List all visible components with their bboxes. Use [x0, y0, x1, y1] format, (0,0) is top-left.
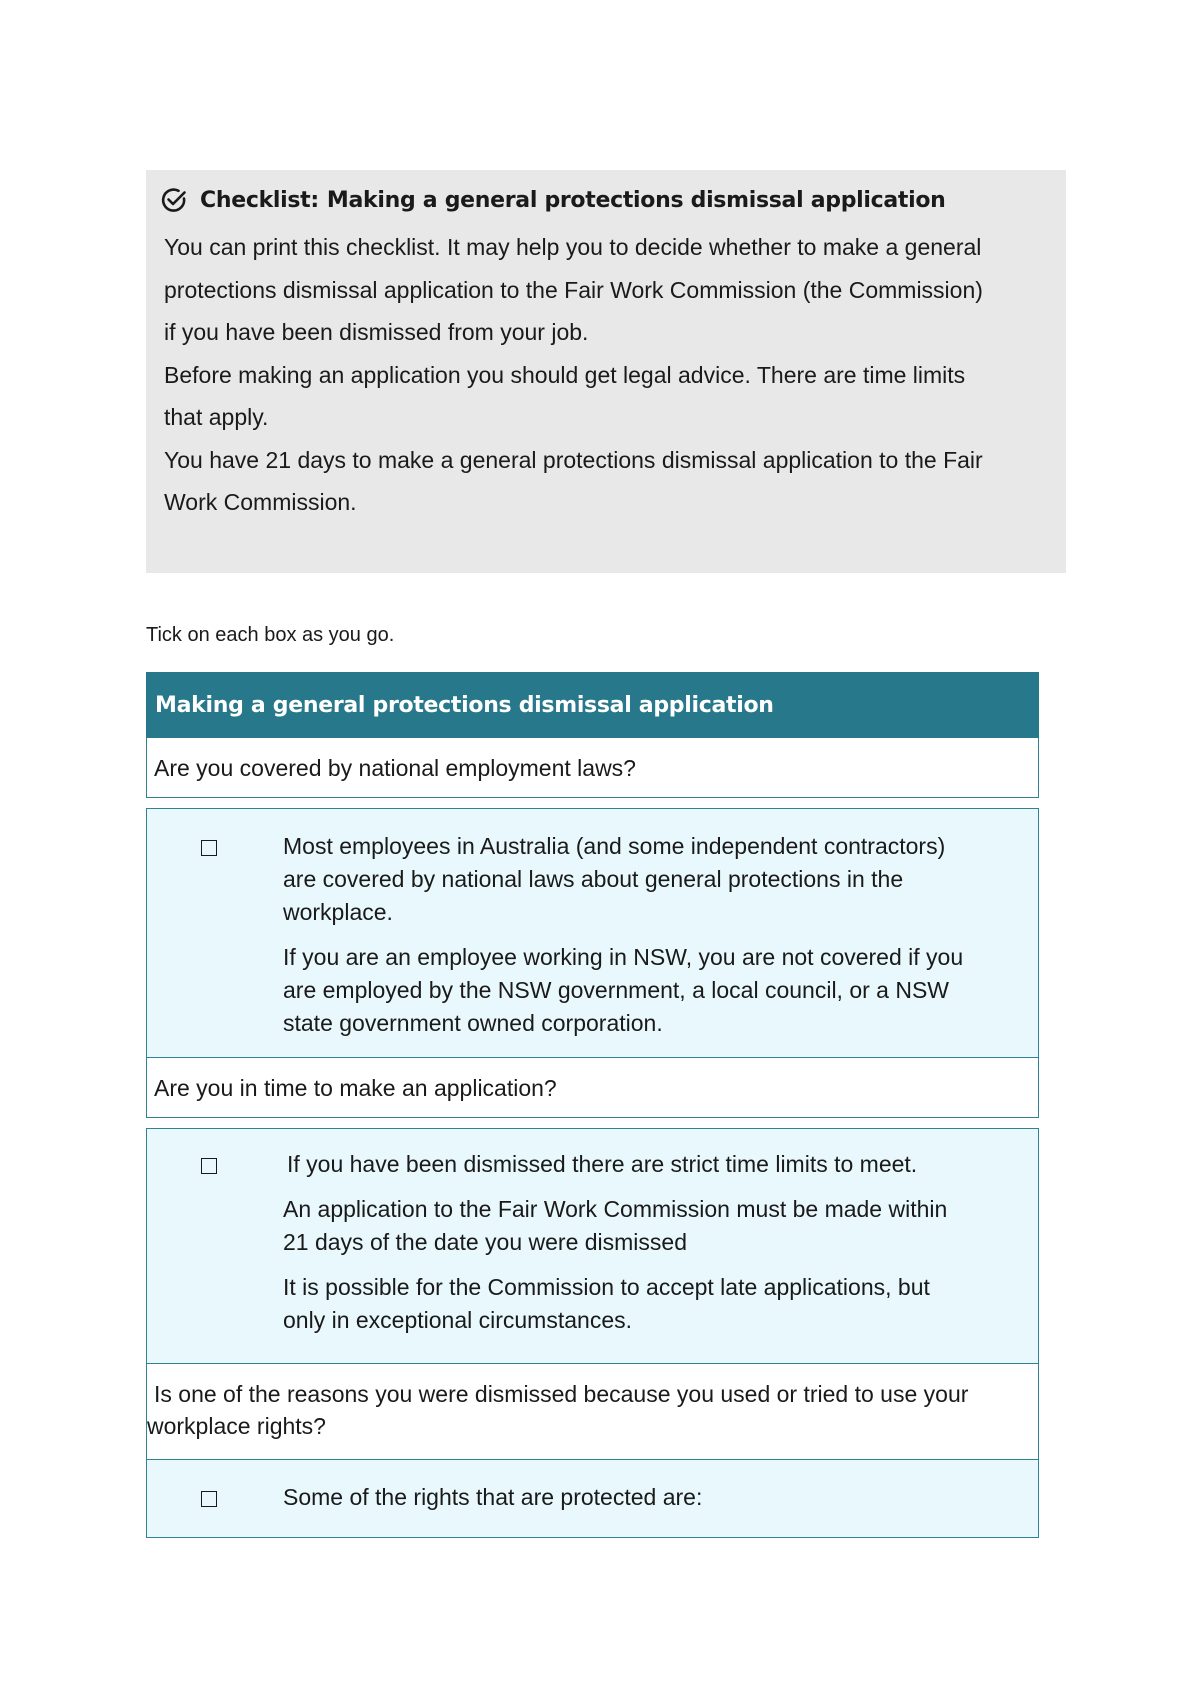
- question-row: [146, 738, 1039, 798]
- answer-text: [283, 830, 1014, 1040]
- answer-line: are covered by national laws about general protections in the: [283, 866, 904, 892]
- answer-row: [146, 808, 1039, 1058]
- tick-checkbox[interactable]: [201, 1491, 217, 1507]
- answer-text: [283, 1481, 1014, 1514]
- callout-line: protections dismissal application to the Fair Work Commission (the Commission): [164, 276, 983, 303]
- callout-title: [200, 188, 946, 213]
- question-text: Are you covered by national employment laws?: [154, 754, 636, 781]
- question-row: [146, 1058, 1039, 1118]
- table-header: Making a general protections dismissal application: [146, 672, 1039, 738]
- answer-line: If you have been dismissed there are strict time limits to meet.: [287, 1151, 918, 1177]
- question-text: Are you in time to make an application?: [154, 1074, 557, 1101]
- answer-row: [146, 1460, 1039, 1538]
- callout-title-prefix: Checklist:: [200, 187, 319, 213]
- answer-line: workplace.: [283, 899, 393, 925]
- answer-row: [146, 1128, 1039, 1364]
- callout-line: that apply.: [164, 404, 269, 430]
- question-line: Is one of the reasons you were dismissed because you used or tried to use your: [154, 1381, 969, 1407]
- callout-line: You can print this checklist. It may help you to decide whether to make a general: [164, 234, 982, 260]
- answer-line: 21 days of the date you were dismissed: [283, 1229, 688, 1255]
- tick-checkbox[interactable]: [201, 1158, 217, 1174]
- answer-line: state government owned corporation.: [283, 1010, 663, 1036]
- callout-line: if you have been dismissed from your job.: [164, 319, 589, 345]
- checklist-callout: [146, 170, 1066, 573]
- instruction-text: Tick on each box as you go.: [146, 624, 395, 646]
- check-circle-icon: [160, 186, 188, 214]
- callout-body: [160, 226, 1040, 524]
- callout-title-text: Making a general protections dismissal application: [326, 187, 946, 213]
- answer-line: An application to the Fair Work Commission must be made within: [283, 1196, 948, 1222]
- answer-line: It is possible for the Commission to accept late applications, but: [283, 1274, 930, 1300]
- question-line: workplace rights?: [147, 1413, 326, 1439]
- answer-line: If you are an employee working in NSW, you are not covered if you: [283, 944, 964, 970]
- checklist-table: [146, 672, 1039, 1538]
- answer-line: only in exceptional circumstances.: [283, 1307, 632, 1333]
- question-row: [146, 1364, 1039, 1460]
- tick-checkbox[interactable]: [201, 840, 217, 856]
- callout-line: You have 21 days to make a general protections dismissal application to the Fair: [164, 446, 983, 473]
- callout-header: [160, 184, 1040, 216]
- callout-line: Work Commission.: [164, 489, 357, 515]
- answer-line: Most employees in Australia (and some independent contractors): [283, 833, 946, 859]
- answer-line: Some of the rights that are protected are:: [283, 1484, 703, 1510]
- answer-text: [283, 1148, 1014, 1337]
- answer-line: are employed by the NSW government, a local council, or a NSW: [283, 977, 950, 1003]
- callout-line: Before making an application you should get legal advice. There are time limits: [164, 361, 966, 388]
